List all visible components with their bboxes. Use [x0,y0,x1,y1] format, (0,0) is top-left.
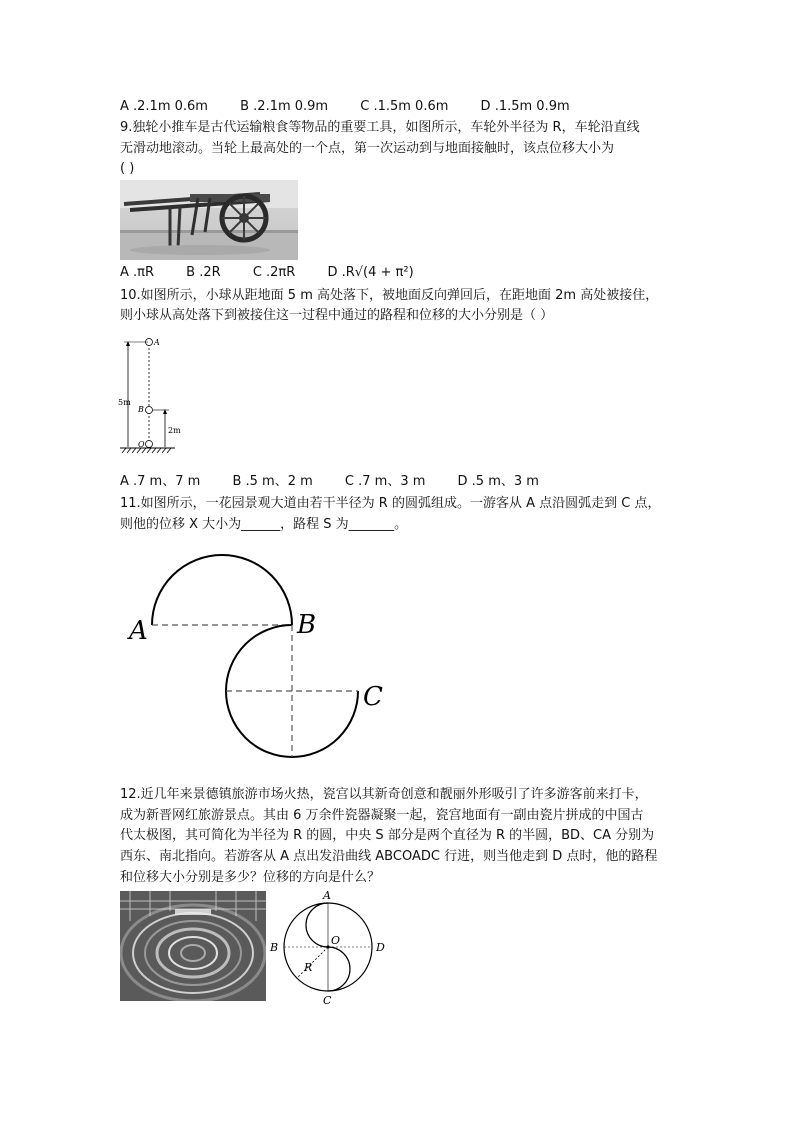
q10-ball-figure [115,335,185,460]
q9-options [120,264,414,282]
q10-option-b: B .5 m、2 m [232,474,313,489]
wheelbarrow-photo [120,180,298,260]
q10-label-a: A [154,338,160,347]
q12-label-r: R [304,961,313,974]
q10-option-a: A .7 m、7 m [120,474,201,489]
q12-label-d: D [376,941,385,954]
q9-option-d: D .R√(4 + π²) [327,265,414,280]
q9-text-line2: 无滑动地滚动。当轮上最高处的一个点，第一次运动到与地面接触时，该点位移大小为 [120,141,615,156]
q10-text-line2: 则小球从高处落下到被接住这一过程中通过的路程和位移的大小分别是（ ） [120,308,554,323]
q10-option-c: C .7 m、3 m [344,474,426,489]
q8-option-c: C .1.5m 0.6m [360,99,449,114]
q12-label-c: C [323,994,332,1007]
q12-label-a: A [323,889,331,902]
q11-text-line1: 11.如图所示，一花园景观大道由若干半径为 R 的圆弧组成。一游客从 A 点沿圆弧走到 C 点， [120,496,661,511]
q11-text-line2: 则他的位移 X 大小为______，路程 S 为_______。 [120,517,408,532]
q12-text-line2: 成为新晋网红旅游景点。其由 6 万余件瓷器凝聚一起，瓷宫地面有一副由瓷片拼成的中国古 [120,808,644,823]
q10-label-2m: 2m [168,426,181,435]
q12-label-b: B [270,941,279,954]
q8-option-a: A .2.1m 0.6m [120,99,208,114]
q8-options [120,98,570,116]
q11-label-b: B [297,610,317,640]
q12-taiji-figure [268,885,396,1009]
q9-text-line1: 9.独轮小推车是古代运输粮食等物品的重要工具，如图所示，车轮外半径为 R，车轮沿直线 [120,120,640,135]
q12-text-line4: 西东、南北指向。若游客从 A 点出发沿曲线 ABCOADC 行进，则当他走到 D 点时，他的路程 [120,849,658,864]
q9-option-b: B .2R [186,265,221,280]
q10-option-d: D .5 m、3 m [457,474,539,489]
q11-label-c: C [363,682,383,712]
q12-text-line1: 12.近几年来景德镇旅游市场火热，瓷宫以其新奇创意和靓丽外形吸引了许多游客前来打卡， [120,787,648,802]
q12-text-line3: 代太极图，其可简化为半径为 R 的圆，中央 S 部分是两个直径为 R 的半圆，BD、CA 分别为 [120,828,655,843]
q9-option-c: C .2πR [252,265,296,280]
q10-label-5m: 5m [118,398,131,407]
q11-arc-figure [125,545,395,765]
q10-options [120,473,539,491]
porcelain-palace-photo [120,891,266,1001]
q12-label-o: O [331,934,341,947]
q12-text-line5: 和位移大小分别是多少？位移的方向是什么？ [120,870,381,885]
q10-label-b: B [138,405,144,414]
q10-text-line1: 10.如图所示，小球从距地面 5 m 高处落下，被地面反向弹回后，在距地面 2m 高处被接住， [120,288,659,303]
q9-option-a: A .πR [120,265,155,280]
q11-label-a: A [129,616,148,646]
q9-text-line3: ( ) [120,161,135,176]
q8-option-b: B .2.1m 0.9m [240,99,329,114]
q8-option-d: D .1.5m 0.9m [480,99,570,114]
q10-label-o: O [138,440,145,449]
